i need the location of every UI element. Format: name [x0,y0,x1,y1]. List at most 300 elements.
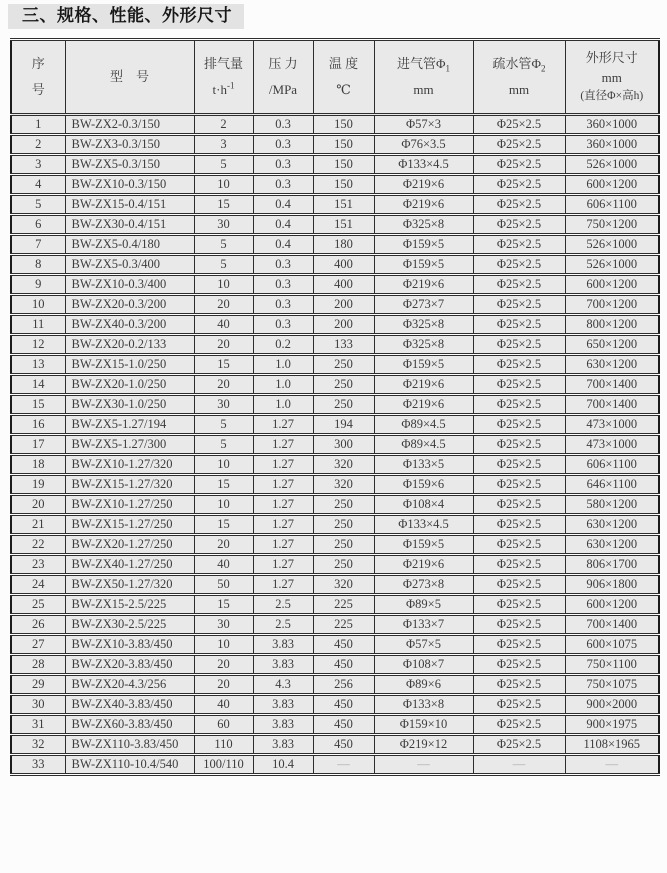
cell-exhaust-rate: 40 [194,695,253,715]
cell-model: BW-ZX20-0.3/200 [65,295,194,315]
table-row [11,415,659,435]
cell-drain-pipe: Φ25×2.5 [473,295,565,315]
cell-pressure: 1.27 [253,575,313,595]
cell-inlet-pipe: Φ89×4.5 [374,415,473,435]
cell-temperature: 400 [313,275,374,295]
cell-inlet-pipe: Φ133×8 [374,695,473,715]
cell-pressure: 4.3 [253,675,313,695]
cell-serial: 21 [11,515,65,535]
table-row [11,375,659,395]
cell-serial: 2 [11,135,65,155]
cell-inlet-pipe: Φ219×6 [374,195,473,215]
cell-drain-pipe: Φ25×2.5 [473,495,565,515]
cell-pressure: 3.83 [253,655,313,675]
cell-dimensions: 1108×1965 [565,735,659,755]
cell-model: BW-ZX2-0.3/150 [65,115,194,135]
cell-drain-pipe: Φ25×2.5 [473,615,565,635]
cell-inlet-pipe: Φ89×5 [374,595,473,615]
cell-drain-pipe: — [473,755,565,775]
cell-model: BW-ZX10-1.27/320 [65,455,194,475]
cell-pressure: 0.3 [253,275,313,295]
cell-dimensions: 700×1200 [565,295,659,315]
cell-dimensions: 900×2000 [565,695,659,715]
cell-dimensions: 360×1000 [565,115,659,135]
cell-drain-pipe: Φ25×2.5 [473,475,565,495]
cell-model: BW-ZX110-3.83/450 [65,735,194,755]
header-model-label: 型 号 [109,68,149,84]
cell-serial: 25 [11,595,65,615]
cell-temperature: 450 [313,735,374,755]
cell-drain-pipe: Φ25×2.5 [473,195,565,215]
cell-temperature: 250 [313,355,374,375]
cell-pressure: 0.3 [253,175,313,195]
cell-drain-pipe: Φ25×2.5 [473,175,565,195]
header-dimensions-unit: mm [601,69,622,85]
cell-model: BW-ZX50-1.27/320 [65,575,194,595]
cell-serial: 13 [11,355,65,375]
cell-inlet-pipe: Φ159×5 [374,535,473,555]
spec-table-body [11,115,659,775]
table-row [11,595,659,615]
cell-model: BW-ZX3-0.3/150 [65,135,194,155]
cell-dimensions: 700×1400 [565,375,659,395]
cell-temperature: 250 [313,515,374,535]
cell-dimensions: 360×1000 [565,135,659,155]
cell-drain-pipe: Φ25×2.5 [473,595,565,615]
cell-drain-pipe: Φ25×2.5 [473,695,565,715]
cell-temperature: 200 [313,295,374,315]
cell-drain-pipe: Φ25×2.5 [473,335,565,355]
cell-dimensions: 606×1100 [565,455,659,475]
table-row [11,435,659,455]
cell-pressure: 0.3 [253,135,313,155]
cell-inlet-pipe: Φ325×8 [374,335,473,355]
table-row [11,335,659,355]
cell-temperature: 200 [313,315,374,335]
cell-drain-pipe: Φ25×2.5 [473,635,565,655]
cell-drain-pipe: Φ25×2.5 [473,275,565,295]
cell-model: BW-ZX40-1.27/250 [65,555,194,575]
cell-temperature: 250 [313,375,374,395]
cell-model: BW-ZX15-2.5/225 [65,595,194,615]
cell-drain-pipe: Φ25×2.5 [473,135,565,155]
cell-temperature: 150 [313,155,374,175]
cell-pressure: 1.0 [253,395,313,415]
cell-temperature: 151 [313,215,374,235]
cell-temperature: 250 [313,535,374,555]
cell-exhaust-rate: 15 [194,475,253,495]
cell-exhaust-rate: 30 [194,395,253,415]
cell-inlet-pipe: Φ219×6 [374,375,473,395]
cell-temperature: 194 [313,415,374,435]
cell-dimensions: 630×1200 [565,535,659,555]
cell-dimensions: 906×1800 [565,575,659,595]
cell-temperature: 450 [313,695,374,715]
cell-dimensions: 580×1200 [565,495,659,515]
cell-dimensions: 526×1000 [565,155,659,175]
cell-pressure: 1.27 [253,455,313,475]
cell-exhaust-rate: 20 [194,335,253,355]
cell-dimensions: 806×1700 [565,555,659,575]
cell-temperature: 150 [313,115,374,135]
cell-dimensions: 900×1975 [565,715,659,735]
cell-dimensions: 750×1200 [565,215,659,235]
cell-serial: 23 [11,555,65,575]
cell-drain-pipe: Φ25×2.5 [473,415,565,435]
cell-model: BW-ZX5-0.3/400 [65,255,194,275]
cell-exhaust-rate: 10 [194,275,253,295]
cell-serial: 10 [11,295,65,315]
cell-serial: 4 [11,175,65,195]
cell-temperature: 450 [313,635,374,655]
table-row [11,475,659,495]
header-cell-dimensions [565,40,659,115]
table-row [11,395,659,415]
table-row [11,655,659,675]
table-row [11,575,659,595]
cell-drain-pipe: Φ25×2.5 [473,235,565,255]
cell-dimensions: 650×1200 [565,335,659,355]
cell-inlet-pipe: Φ325×8 [374,315,473,335]
cell-inlet-pipe: Φ219×6 [374,275,473,295]
cell-temperature: 133 [313,335,374,355]
cell-drain-pipe: Φ25×2.5 [473,555,565,575]
cell-pressure: 3.83 [253,635,313,655]
cell-pressure: 0.4 [253,215,313,235]
cell-model: BW-ZX15-0.4/151 [65,195,194,215]
cell-exhaust-rate: 10 [194,635,253,655]
cell-serial: 3 [11,155,65,175]
cell-pressure: 10.4 [253,755,313,775]
header-dimensions-note: (直径Φ×高h) [580,90,644,103]
cell-temperature: 400 [313,255,374,275]
cell-temperature: 320 [313,575,374,595]
cell-exhaust-rate: 15 [194,195,253,215]
cell-pressure: 1.27 [253,495,313,515]
cell-pressure: 2.5 [253,595,313,615]
cell-pressure: 3.83 [253,715,313,735]
cell-model: BW-ZX20-3.83/450 [65,655,194,675]
table-row [11,515,659,535]
cell-exhaust-rate: 10 [194,175,253,195]
cell-inlet-pipe: Φ133×4.5 [374,515,473,535]
cell-exhaust-rate: 5 [194,255,253,275]
cell-serial: 8 [11,255,65,275]
cell-model: BW-ZX5-0.4/180 [65,235,194,255]
cell-model: BW-ZX5-1.27/194 [65,415,194,435]
cell-model: BW-ZX15-1.0/250 [65,355,194,375]
header-temperature-label: 温 度 [328,56,359,72]
cell-pressure: 0.2 [253,335,313,355]
cell-pressure: 1.0 [253,355,313,375]
cell-inlet-pipe: Φ57×3 [374,115,473,135]
table-row [11,715,659,735]
header-drain-label: 疏水管$\Phi_2$ [492,56,546,74]
cell-exhaust-rate: 40 [194,555,253,575]
cell-inlet-pipe: Φ159×5 [374,255,473,275]
cell-model: BW-ZX10-0.3/400 [65,275,194,295]
cell-model: BW-ZX40-3.83/450 [65,695,194,715]
cell-drain-pipe: Φ25×2.5 [473,715,565,735]
cell-serial: 5 [11,195,65,215]
cell-temperature: 225 [313,615,374,635]
cell-exhaust-rate: 40 [194,315,253,335]
cell-inlet-pipe: Φ159×6 [374,475,473,495]
cell-dimensions: 630×1200 [565,355,659,375]
cell-temperature: 450 [313,715,374,735]
cell-serial: 22 [11,535,65,555]
cell-drain-pipe: Φ25×2.5 [473,155,565,175]
cell-exhaust-rate: 100/110 [194,755,253,775]
header-drain-unit: mm [508,81,530,97]
cell-serial: 6 [11,215,65,235]
header-serial-line1: 序 [31,56,45,72]
cell-drain-pipe: Φ25×2.5 [473,395,565,415]
cell-exhaust-rate: 50 [194,575,253,595]
cell-temperature: 180 [313,235,374,255]
cell-exhaust-rate: 10 [194,455,253,475]
cell-serial: 11 [11,315,65,335]
table-row [11,275,659,295]
cell-exhaust-rate: 15 [194,355,253,375]
cell-temperature: 150 [313,175,374,195]
cell-model: BW-ZX30-0.4/151 [65,215,194,235]
cell-exhaust-rate: 5 [194,235,253,255]
cell-dimensions: 600×1075 [565,635,659,655]
cell-pressure: 1.27 [253,555,313,575]
cell-exhaust-rate: 20 [194,535,253,555]
table-row [11,495,659,515]
table-row [11,255,659,275]
cell-model: BW-ZX30-1.0/250 [65,395,194,415]
cell-exhaust-rate: 3 [194,135,253,155]
cell-drain-pipe: Φ25×2.5 [473,375,565,395]
cell-drain-pipe: Φ25×2.5 [473,455,565,475]
cell-pressure: 1.27 [253,535,313,555]
table-row [11,235,659,255]
cell-inlet-pipe: Φ219×6 [374,395,473,415]
cell-pressure: 1.0 [253,375,313,395]
cell-exhaust-rate: 60 [194,715,253,735]
header-cell-temperature [313,40,374,115]
cell-pressure: 0.3 [253,315,313,335]
table-row [11,355,659,375]
cell-exhaust-rate: 20 [194,375,253,395]
cell-pressure: 1.27 [253,435,313,455]
page-title: 三、规格、性能、外形尺寸 [8,4,244,29]
cell-temperature: 450 [313,655,374,675]
cell-temperature: 256 [313,675,374,695]
header-dimensions-label: 外形尺寸 [585,50,638,66]
cell-drain-pipe: Φ25×2.5 [473,435,565,455]
cell-temperature: 250 [313,495,374,515]
header-inlet-label: 进气管$\Phi_1$ [396,56,450,74]
cell-temperature: 225 [313,595,374,615]
cell-model: BW-ZX5-1.27/300 [65,435,194,455]
cell-model: BW-ZX110-10.4/540 [65,755,194,775]
cell-serial: 7 [11,235,65,255]
cell-dimensions: 600×1200 [565,595,659,615]
cell-serial: 15 [11,395,65,415]
cell-temperature: 151 [313,195,374,215]
cell-exhaust-rate: 5 [194,155,253,175]
cell-inlet-pipe: Φ89×4.5 [374,435,473,455]
cell-serial: 30 [11,695,65,715]
cell-drain-pipe: Φ25×2.5 [473,355,565,375]
cell-temperature: 250 [313,555,374,575]
cell-dimensions: 600×1200 [565,275,659,295]
cell-dimensions: 600×1200 [565,175,659,195]
cell-pressure: 0.3 [253,255,313,275]
table-row [11,295,659,315]
header-pressure-unit: /MPa [268,81,298,97]
header-cell-exhaust-rate [194,40,253,115]
cell-exhaust-rate: 15 [194,595,253,615]
cell-pressure: 0.4 [253,195,313,215]
cell-model: BW-ZX60-3.83/450 [65,715,194,735]
cell-drain-pipe: Φ25×2.5 [473,315,565,335]
table-row [11,635,659,655]
cell-serial: 9 [11,275,65,295]
cell-model: BW-ZX20-1.27/250 [65,535,194,555]
cell-serial: 16 [11,415,65,435]
cell-inlet-pipe: Φ325×8 [374,215,473,235]
table-row [11,615,659,635]
spec-table-container [10,38,660,776]
header-cell-model [65,40,194,115]
cell-model: BW-ZX20-1.0/250 [65,375,194,395]
cell-temperature: 150 [313,135,374,155]
cell-inlet-pipe: Φ219×12 [374,735,473,755]
cell-exhaust-rate: 30 [194,215,253,235]
cell-dimensions: 606×1100 [565,195,659,215]
table-row [11,535,659,555]
cell-inlet-pipe: Φ133×7 [374,615,473,635]
cell-inlet-pipe: Φ108×7 [374,655,473,675]
cell-temperature: 300 [313,435,374,455]
header-inlet-unit: mm [413,81,434,97]
header-cell-pressure [253,40,313,115]
cell-temperature: 320 [313,475,374,495]
cell-model: BW-ZX10-0.3/150 [65,175,194,195]
table-header-row [11,40,659,115]
table-row [11,315,659,335]
cell-model: BW-ZX5-0.3/150 [65,155,194,175]
cell-model: BW-ZX20-0.2/133 [65,335,194,355]
cell-dimensions: 630×1200 [565,515,659,535]
cell-inlet-pipe: Φ219×6 [374,175,473,195]
cell-drain-pipe: Φ25×2.5 [473,575,565,595]
cell-drain-pipe: Φ25×2.5 [473,255,565,275]
cell-inlet-pipe: Φ133×4.5 [374,155,473,175]
table-row [11,115,659,135]
cell-dimensions: 750×1075 [565,675,659,695]
spec-table [10,38,660,776]
cell-exhaust-rate: 2 [194,115,253,135]
table-row [11,455,659,475]
cell-inlet-pipe: Φ76×3.5 [374,135,473,155]
cell-serial: 24 [11,575,65,595]
cell-inlet-pipe: Φ89×6 [374,675,473,695]
table-row [11,155,659,175]
cell-model: BW-ZX30-2.5/225 [65,615,194,635]
table-row [11,215,659,235]
cell-inlet-pipe: Φ273×8 [374,575,473,595]
cell-model: BW-ZX20-4.3/256 [65,675,194,695]
table-row [11,735,659,755]
table-row [11,755,659,775]
table-row [11,135,659,155]
cell-drain-pipe: Φ25×2.5 [473,535,565,555]
cell-pressure: 0.3 [253,155,313,175]
cell-drain-pipe: Φ25×2.5 [473,675,565,695]
cell-exhaust-rate: 5 [194,435,253,455]
cell-temperature: 320 [313,455,374,475]
cell-pressure: 0.3 [253,295,313,315]
table-row [11,175,659,195]
cell-serial: 14 [11,375,65,395]
cell-serial: 32 [11,735,65,755]
cell-serial: 31 [11,715,65,735]
cell-drain-pipe: Φ25×2.5 [473,215,565,235]
cell-inlet-pipe: — [374,755,473,775]
cell-dimensions: 526×1000 [565,235,659,255]
table-row [11,695,659,715]
cell-serial: 20 [11,495,65,515]
cell-dimensions: 700×1400 [565,395,659,415]
cell-serial: 27 [11,635,65,655]
cell-dimensions: 700×1400 [565,615,659,635]
cell-drain-pipe: Φ25×2.5 [473,115,565,135]
cell-inlet-pipe: Φ159×10 [374,715,473,735]
cell-model: BW-ZX15-1.27/250 [65,515,194,535]
header-pressure-label: 压 力 [268,56,298,72]
cell-temperature: — [313,755,374,775]
cell-dimensions: 526×1000 [565,255,659,275]
cell-model: BW-ZX10-1.27/250 [65,495,194,515]
cell-drain-pipe: Φ25×2.5 [473,655,565,675]
cell-inlet-pipe: Φ57×5 [374,635,473,655]
cell-exhaust-rate: 20 [194,675,253,695]
cell-serial: 12 [11,335,65,355]
header-temperature-unit: ℃ [336,81,351,97]
cell-serial: 17 [11,435,65,455]
cell-dimensions: — [565,755,659,775]
cell-dimensions: 473×1000 [565,415,659,435]
cell-pressure: 1.27 [253,415,313,435]
cell-inlet-pipe: Φ159×5 [374,355,473,375]
header-cell-drain-pipe [473,40,565,115]
cell-model: BW-ZX40-0.3/200 [65,315,194,335]
cell-dimensions: 646×1100 [565,475,659,495]
header-serial-line2: 号 [31,81,45,97]
header-cell-inlet-pipe [374,40,473,115]
table-row [11,675,659,695]
cell-exhaust-rate: 30 [194,615,253,635]
cell-serial: 28 [11,655,65,675]
cell-exhaust-rate: 5 [194,415,253,435]
cell-exhaust-rate: 10 [194,495,253,515]
cell-inlet-pipe: Φ273×7 [374,295,473,315]
cell-inlet-pipe: Φ108×4 [374,495,473,515]
cell-pressure: 2.5 [253,615,313,635]
cell-dimensions: 800×1200 [565,315,659,335]
cell-drain-pipe: Φ25×2.5 [473,515,565,535]
cell-inlet-pipe: Φ219×6 [374,555,473,575]
cell-serial: 33 [11,755,65,775]
cell-pressure: 3.83 [253,735,313,755]
table-row [11,195,659,215]
